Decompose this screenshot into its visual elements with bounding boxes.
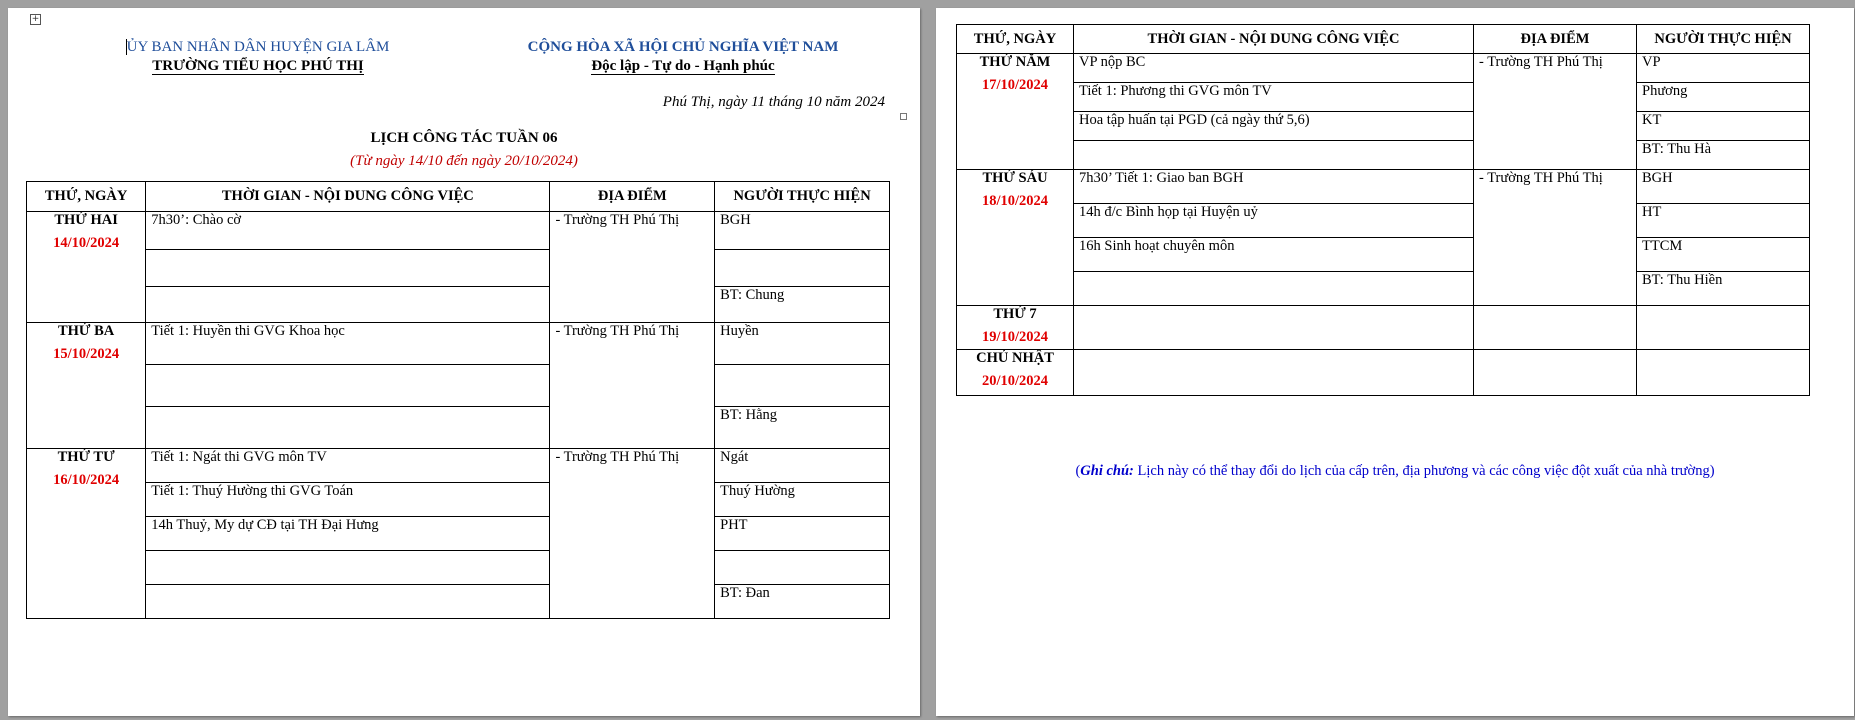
task-cell[interactable] [1074,350,1474,396]
table-row [27,449,890,483]
person-cell[interactable]: BT: Thu Hà [1637,141,1810,170]
note-text: Lịch này có thể thay đổi do lịch của cấp trên, địa phương và các công việc đột xuất của nhà trường) [1133,463,1715,479]
day-name: THỨ HAI [54,212,118,228]
person-cell[interactable]: BGH [1637,170,1810,204]
location-cell[interactable]: - Trường TH Phú Thị [550,212,715,323]
person-column-header: NGƯỜI THỰC HIỆN [1637,25,1810,54]
table-row [957,141,1810,170]
location-cell[interactable] [1474,306,1637,350]
table-row [27,287,890,323]
day-name: THỨ 7 [993,306,1037,322]
location-column-header: ĐỊA ĐIỂM [550,182,715,212]
schedule-table-page-2 [956,24,1810,396]
location-cell[interactable]: - Trường TH Phú Thị [1474,170,1637,306]
header-left [118,38,398,76]
task-cell[interactable] [1074,141,1474,170]
location-column-header: ĐỊA ĐIỂM [1474,25,1637,54]
person-cell[interactable]: VP [1637,54,1810,83]
table-row [27,517,890,551]
task-cell[interactable] [146,407,550,449]
person-cell[interactable]: TTCM [1637,238,1810,272]
day-cell [957,54,1074,170]
task-cell[interactable] [146,287,550,323]
table-row [27,323,890,365]
person-cell[interactable]: Phương [1637,83,1810,112]
anchor-marker [900,113,907,120]
table-row [27,365,890,407]
table-header-row [957,25,1810,54]
day-date: 20/10/2024 [981,373,1049,389]
task-cell[interactable]: 14h Thuỷ, My dự CĐ tại TH Đại Hưng [146,517,550,551]
person-cell[interactable] [715,551,890,585]
person-column-header: NGƯỜI THỰC HIỆN [715,182,890,212]
person-cell[interactable] [1637,306,1810,350]
location-cell[interactable] [1474,350,1637,396]
day-date: 14/10/2024 [53,235,120,251]
person-cell[interactable]: BT: Thu Hiền [1637,272,1810,306]
table-row [957,83,1810,112]
table-row [957,112,1810,141]
task-cell[interactable]: Hoa tập huấn tại PGD (cả ngày thứ 5,6) [1074,112,1474,141]
task-cell[interactable]: 7h30’: Chào cờ [146,212,550,250]
day-name: THỨ TƯ [57,449,115,465]
table-row [957,170,1810,204]
person-cell[interactable]: Ngát [715,449,890,483]
day-cell [27,212,146,323]
task-column-header: THỜI GIAN - NỘI DUNG CÔNG VIỆC [146,182,550,212]
day-cell [957,306,1074,350]
task-cell[interactable] [146,365,550,407]
day-name: THỨ BA [57,323,115,339]
person-cell[interactable]: BGH [715,212,890,250]
location-cell[interactable]: - Trường TH Phú Thị [550,449,715,619]
day-name: THỨ SÁU [982,170,1048,186]
country-motto: Độc lập - Tự do - Hạnh phúc [591,58,775,74]
day-column-header: THỨ, NGÀY [27,182,146,212]
note-label: Ghi chú: [1080,463,1134,479]
country-name: CỘNG HÒA XÃ HỘI CHỦ NGHĨA VIỆT NAM [527,39,839,55]
person-cell[interactable]: PHT [715,517,890,551]
table-row [957,54,1810,83]
table-header-row [27,182,890,212]
person-cell[interactable]: Huyền [715,323,890,365]
task-cell[interactable] [146,551,550,585]
day-cell [957,350,1074,396]
task-cell[interactable]: Tiết 1: Thuý Hường thi GVG Toán [146,483,550,517]
day-name: CHỦ NHẬT [976,350,1054,366]
table-row [27,250,890,287]
document-page-1 [8,8,920,716]
day-cell [27,449,146,619]
schedule-table-page-1 [26,181,890,619]
table-row [957,350,1810,396]
location-cell[interactable]: - Trường TH Phú Thị [1474,54,1637,170]
day-cell [27,323,146,449]
footer-note: (Ghi chú: Lịch này có thể thay đổi do lịch của cấp trên, địa phương và các công việc đột xuất của nhà trường) [1075,463,1715,479]
task-cell[interactable] [1074,306,1474,350]
person-cell[interactable] [715,365,890,407]
table-move-handle-icon[interactable]: + [31,14,40,24]
table-row [957,272,1810,306]
district-name: ỦY BAN NHÂN DÂN HUYỆN GIA LÂM [126,39,390,55]
day-date: 16/10/2024 [53,472,120,488]
person-cell[interactable]: BT: Chung [715,287,890,323]
task-cell[interactable]: 14h đ/c Bình họp tại Huyện uỷ [1074,204,1474,238]
person-cell[interactable]: BT: Đan [715,585,890,619]
task-cell[interactable] [146,250,550,287]
task-cell[interactable]: Tiết 1: Phương thi GVG môn TV [1074,83,1474,112]
table-row [27,407,890,449]
header-right [513,38,853,76]
document-subtitle: (Từ ngày 14/10 đến ngày 20/10/2024) [350,153,578,169]
document-date: Phú Thị, ngày 11 tháng 10 năm 2024 [662,94,885,110]
table-row [957,306,1810,350]
task-column-header: THỜI GIAN - NỘI DUNG CÔNG VIỆC [1074,25,1474,54]
task-cell[interactable]: VP nộp BC [1074,54,1474,83]
school-name: TRƯỜNG TIỂU HỌC PHÚ THỊ [152,58,364,74]
document-page-2 [936,8,1854,716]
day-date: 19/10/2024 [981,329,1049,345]
table-row [27,551,890,585]
person-cell[interactable]: HT [1637,204,1810,238]
day-date: 15/10/2024 [53,346,120,362]
day-name: THỨ NĂM [979,54,1051,70]
task-cell[interactable] [146,585,550,619]
task-cell[interactable] [1074,272,1474,306]
task-cell[interactable]: Tiết 1: Ngát thi GVG môn TV [146,449,550,483]
table-row [27,483,890,517]
person-cell[interactable] [715,250,890,287]
task-cell[interactable]: 16h Sinh hoạt chuyên môn [1074,238,1474,272]
day-date: 17/10/2024 [981,77,1049,93]
day-column-header: THỨ, NGÀY [957,25,1074,54]
person-cell[interactable] [1637,350,1810,396]
task-cell[interactable]: 7h30’ Tiết 1: Giao ban BGH [1074,170,1474,204]
table-row [957,204,1810,238]
day-cell [957,170,1074,306]
table-row [27,212,890,250]
day-date: 18/10/2024 [981,193,1049,209]
person-cell[interactable]: BT: Hằng [715,407,890,449]
table-row [27,585,890,619]
task-cell[interactable]: Tiết 1: Huyền thi GVG Khoa học [146,323,550,365]
person-cell[interactable]: KT [1637,112,1810,141]
table-row [957,238,1810,272]
document-title: LỊCH CÔNG TÁC TUẦN 06 [370,130,558,146]
person-cell[interactable]: Thuý Hường [715,483,890,517]
location-cell[interactable]: - Trường TH Phú Thị [550,323,715,449]
